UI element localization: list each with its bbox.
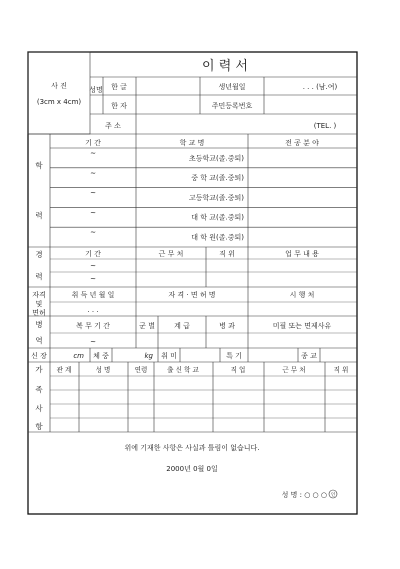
military-header-branch: 군 별: [139, 322, 155, 330]
family-section-char-2: 족: [35, 385, 43, 394]
height-label: 신 장: [31, 352, 47, 360]
education-period-field[interactable]: ~: [90, 189, 96, 198]
family-header-workplace: 근 무 처: [282, 366, 306, 374]
resident-number-field[interactable]: [265, 96, 356, 113]
education-school-label: 대 학 교(졸.중퇴): [191, 213, 244, 222]
license-section-char-3: 면허: [32, 309, 46, 317]
photo-size: (3cm x 4cm): [36, 98, 82, 106]
korean-name-field[interactable]: [137, 78, 199, 94]
declaration-text: 위에 기재한 사항은 사실과 틀림이 없습니다.: [124, 444, 260, 452]
photo-label: 사 진: [51, 82, 67, 90]
weight-unit: kg: [144, 352, 153, 360]
tel-field[interactable]: (TEL. ): [313, 122, 337, 130]
family-section-char-4: 항: [35, 422, 43, 431]
education-section-char-1: 학: [35, 161, 43, 170]
education-period-field[interactable]: ~: [90, 169, 96, 178]
license-header-issuer: 시 행 처: [289, 291, 315, 299]
career-period-1[interactable]: ~: [90, 262, 96, 270]
height-unit: cm: [73, 352, 84, 360]
military-header-exemption: 미필 또는 면제사유: [272, 322, 332, 330]
family-header-school: 출 신 학 교: [167, 366, 199, 374]
education-period-field[interactable]: ~: [90, 149, 96, 158]
weight-label: 체 중: [93, 352, 109, 360]
military-section-char-2: 역: [35, 336, 43, 345]
education-period-field[interactable]: ~: [90, 228, 96, 237]
photo-box: [28, 52, 90, 134]
religion-label: 종 교: [301, 352, 317, 360]
education-header-school: 학 교 명: [179, 139, 205, 147]
military-section-char-1: 병: [35, 320, 43, 329]
education-section-char-2: 력: [35, 211, 43, 220]
career-period-2[interactable]: ~: [90, 275, 96, 283]
family-header-relation: 관 계: [56, 366, 72, 374]
hobby-label: 취 미: [161, 352, 177, 360]
license-section-char-1: 자격: [32, 291, 46, 299]
name-label: 성명: [89, 86, 103, 94]
skill-label: 특 기: [226, 352, 242, 360]
military-header-rank: 계 급: [174, 322, 190, 330]
birth-date-field[interactable]: . . . (남.여): [302, 83, 338, 91]
resident-number-label: 주민등록번호: [211, 102, 253, 110]
hanja-name-field[interactable]: [137, 96, 199, 113]
education-school-label: 중 학 교(졸.중퇴): [191, 174, 244, 183]
military-header-period: 복 무 기 간: [76, 322, 110, 330]
license-section-char-2: 및: [35, 300, 43, 308]
education-period-field[interactable]: ~: [90, 208, 96, 217]
career-header-company: 근 무 처: [158, 250, 184, 258]
career-header-position: 직 위: [219, 250, 235, 258]
family-section-char-1: 가: [35, 365, 43, 374]
military-header-specialty: 병 과: [219, 322, 235, 330]
family-header-job: 직 업: [230, 366, 246, 374]
family-section-char-3: 사: [35, 404, 43, 413]
page-title: 이 력 서: [202, 59, 248, 74]
family-header-name: 성 명: [95, 366, 111, 374]
education-header-period: 기 간: [85, 139, 101, 147]
declaration-date: 2000년 0월 0일: [166, 465, 218, 473]
korean-name-label: 한 글: [111, 83, 127, 91]
career-header-period: 기 간: [85, 250, 101, 258]
hanja-name-label: 한 자: [111, 102, 127, 110]
military-period-field[interactable]: ~: [90, 338, 96, 346]
birth-label: 생년월일: [218, 83, 246, 91]
family-header-position: 직 위: [333, 366, 349, 374]
seal-text: 인: [330, 493, 336, 498]
license-date-field[interactable]: . . .: [87, 306, 99, 314]
education-school-label: 초등학교(졸.중퇴): [188, 154, 244, 163]
license-header-date: 취 득 년 월 일: [71, 291, 115, 299]
signature-line: 성 명 : ○ ○ ○: [281, 491, 327, 499]
career-header-duties: 업 무 내 용: [285, 250, 319, 258]
career-section-char-1: 경: [35, 250, 43, 259]
license-header-name: 자 격 · 면 허 명: [168, 291, 216, 299]
career-section-char-2: 력: [35, 272, 43, 281]
family-header-age: 연령: [134, 366, 148, 374]
education-school-label: 고등학교(졸.중퇴): [188, 193, 244, 202]
education-header-major: 전 공 분 야: [285, 139, 319, 147]
education-school-label: 대 학 원(졸.중퇴): [191, 233, 244, 242]
education-rows: [50, 150, 357, 242]
address-label: 주 소: [105, 122, 121, 130]
